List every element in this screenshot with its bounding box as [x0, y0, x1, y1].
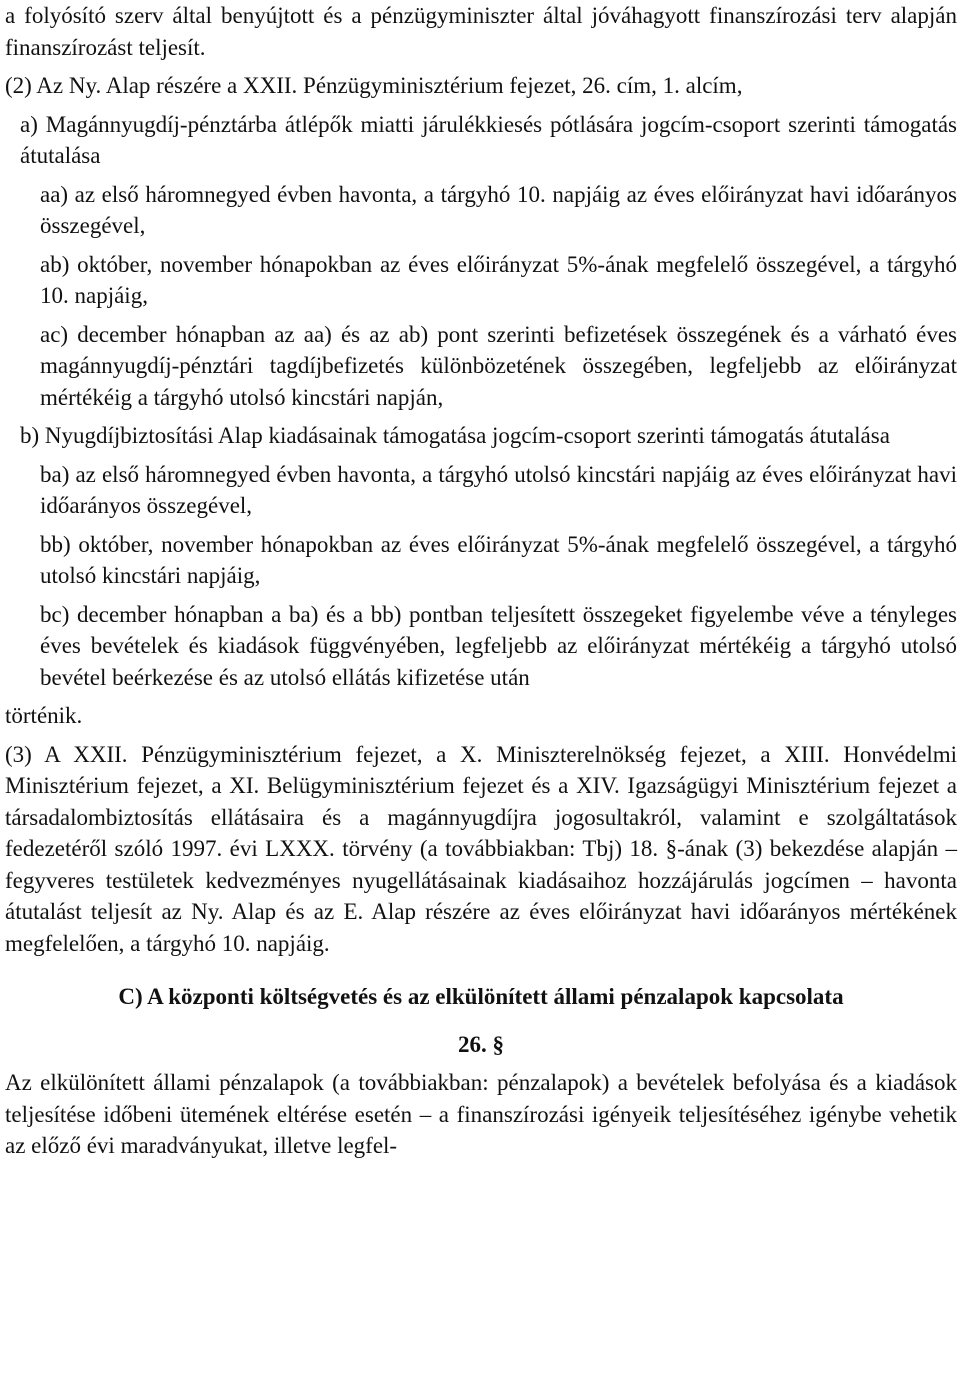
paragraph-2-closing: történik. [5, 703, 83, 728]
paragraph-2-point-bc: bc) december hónapban a ba) és a bb) pontban teljesített összegeket figyelembe véve a tényleges éves bevételek és kiadások függvényében, legfeljebb az előirányzat mértékéig a tárgyhó utolsó bevétel beérkezése és az utolsó ellátás kifizetése után [40, 601, 957, 690]
paragraph-2-point-b: b) Nyugdíjbiztosítási Alap kiadásainak támogatása jogcím-csoport szerinti támogatás átutalása [20, 423, 890, 448]
paragraph-3: (3) A XXII. Pénzügyminisztérium fejezet, a X. Miniszterelnökség fejezet, a XIII. Honvédelmi Minisztérium fejezet, a XI. Belügyminisztérium fejezet és a XIV. Igazságügyi Minisztérium fejezet a társadalombiztosítás ellátásaira és a magánnyugdíjra jogosultakról, valamint e szolgáltatások fedezetéről szóló 1997. évi LXXX. törvény (a továbbiakban: Tbj) 18. §-ának (3) bekezdése alapján – fegyveres testületek kedvezményes nyugellátásainak kiadásaihoz hozzájárulás jogcímen – havonta átutalást teljesít az Ny. Alap és az E. Alap részére az éves előirányzat havi időarányos mértékének megfelelően, a tárgyhó 10. napjáig. [5, 741, 957, 956]
paragraph-2-point-ba: ba) az első háromnegyed évben havonta, a tárgyhó utolsó kincstári napjáig az éves előirányzat havi időarányos összegével, [40, 461, 957, 518]
paragraph-2-point-ac: ac) december hónapban az aa) és az ab) pont szerinti befizetések összegének és a várható éves magánnyugdíj-pénztári tagdíjbefizetés különbözetének összegében, legfeljebb az előirányzat mértékéig a tárgyhó utolsó kincstári napján, [40, 321, 957, 410]
paragraph-26-1: Az elkülönített állami pénzalapok (a továbbiakban: pénzalapok) a bevételek befolyása és a kiadások teljesítése időbeni ütemének eltérése esetén – a finanszírozási igényeik teljesítéséhez igénybe vehetik az előző évi maradványukat, illetve legfel- [5, 1070, 957, 1158]
paragraph-2-point-ab: ab) október, november hónapokban az éves előirányzat 5%-ának megfelelő összegével, a tárgyhó 10. napjáig, [40, 251, 957, 308]
document-page [5, 0, 957, 1162]
paragraph-number: 26. § [458, 1031, 504, 1057]
paragraph-2-point-aa: aa) az első háromnegyed évben havonta, a tárgyhó 10. napjáig az éves előirányzat havi időarányos összegével, [40, 181, 957, 238]
paragraph-2-heading: (2) Az Ny. Alap részére a XXII. Pénzügyminisztérium fejezet, 26. cím, 1. alcím, [5, 73, 743, 98]
paragraph-2-point-a: a) Magánnyugdíj-pénztárba átlépők miatti járulékkiesés pótlására jogcím-csoport szerinti támogatás átutalása [20, 111, 957, 168]
paragraph-2-point-bb: bb) október, november hónapokban az éves előirányzat 5%-ának megfelelő összegével, a tárgyhó utolsó kincstári napjáig, [40, 531, 957, 588]
intro-paragraph: a folyósító szerv által benyújtott és a pénzügyminiszter által jóváhagyott finanszírozási terv alapján finanszírozást teljesít. [5, 3, 957, 60]
section-heading: C) A központi költségvetés és az elkülönített állami pénzalapok kapcsolata [118, 984, 844, 1009]
